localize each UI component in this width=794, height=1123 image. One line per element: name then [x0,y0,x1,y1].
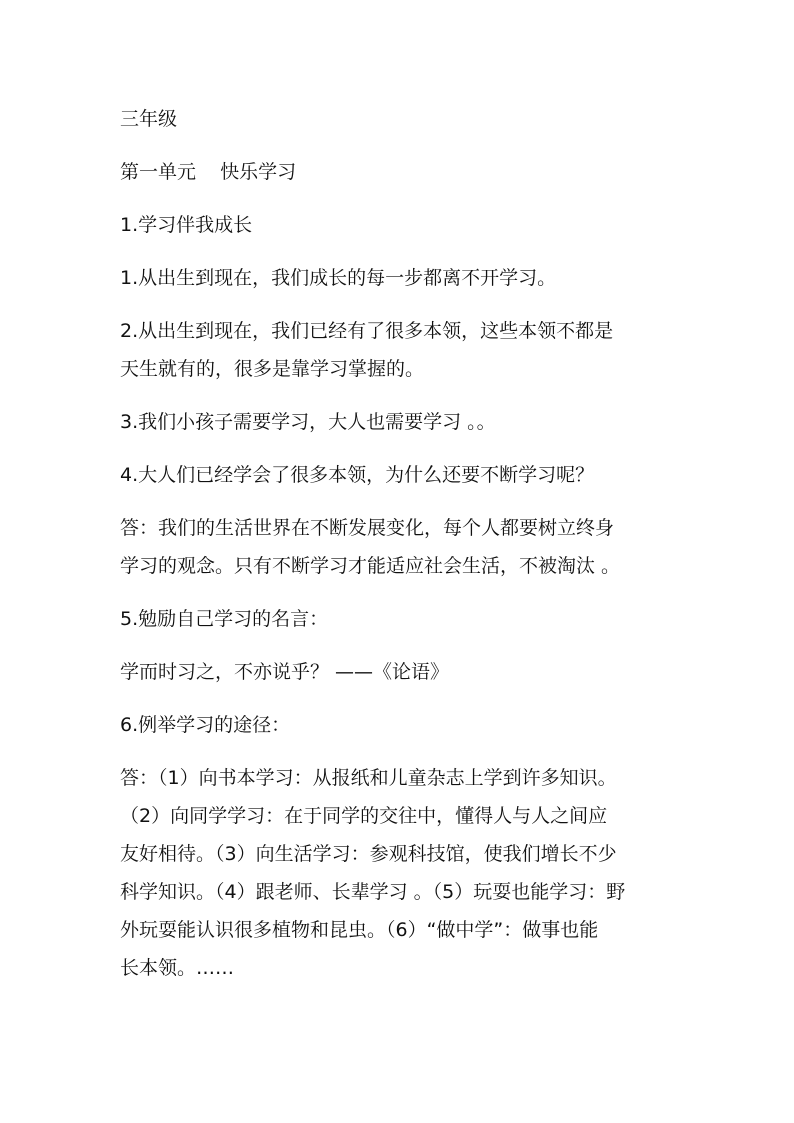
paragraph-5: 5.勉励自己学习的名言： [120,608,329,630]
paragraph-1: 1.从出生到现在，我们成长的每一步都离不开学习。 [120,267,557,289]
grade-heading: 三年级 [120,108,178,130]
paragraph-6: 6.例举学习的途径： [120,714,291,736]
lesson-heading: 1.学习伴我成长 [120,214,253,236]
quote: 学而时习之，不亦说乎？ ——《论语》 [120,661,450,683]
paragraph-3: 3.我们小孩子需要学习，大人也需要学习 。。 [120,411,496,433]
paragraph-2: 2.从出生到现在，我们已经有了很多本领，这些本领不都是 天生就有的，很多是靠学习掌握的。 [120,320,614,380]
answer-4: 答：我们的生活世界在不断发展变化，每个人都要树立终身 学习的观念。只有不断学习才能适应社会生活，不被淘汰 。 [120,517,621,577]
unit-heading: 第一单元 快乐学习 [120,161,297,183]
paragraph-4: 4.大人们已经学会了很多本领，为什么还要不断学习呢？ [120,464,595,486]
answer-6: 答：（1）向书本学习：从报纸和儿童杂志上学到许多知识。 （2）向同学学习：在于同学的交往中，懂得人与人之间应 友好相待。（3）向生活学习：参观科技馆，使我们增长不少 科学知识。（4）跟老师、长辈学习 。（5）玩耍也能学习：野 外玩耍能认识很多植物和昆虫。（6）“做中学”：做事也能 长本领。…… [120,767,626,979]
document-page [120,100,710,1002]
